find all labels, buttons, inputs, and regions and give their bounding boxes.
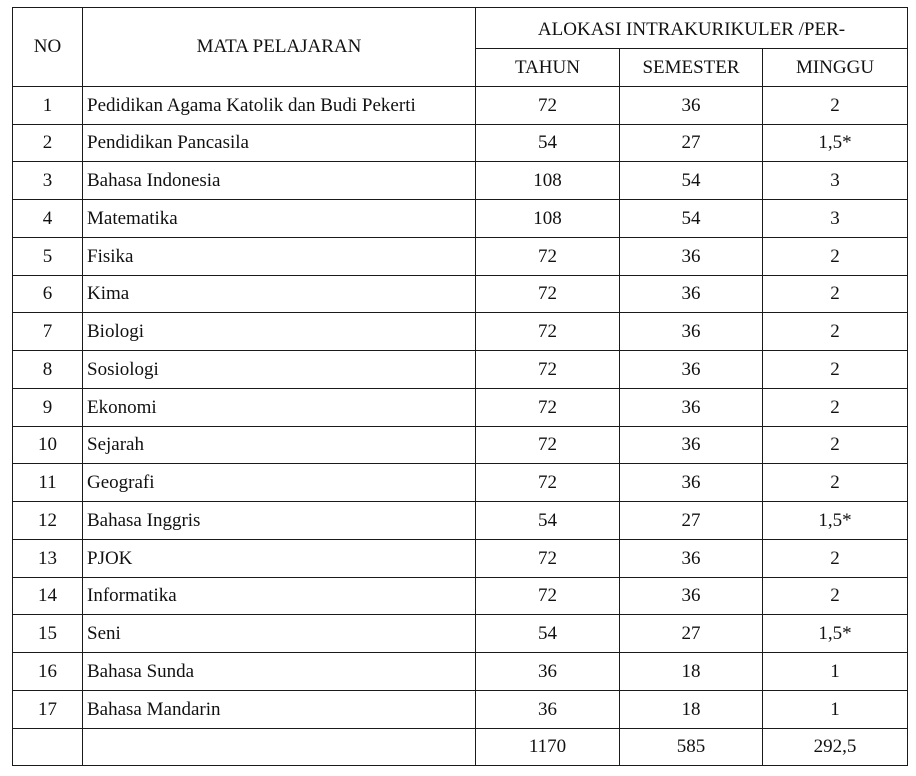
table-row (13, 351, 908, 389)
cell-no: 12 (13, 502, 83, 540)
table-row (13, 502, 908, 540)
cell-no: 5 (13, 237, 83, 275)
cell-semester: 36 (620, 388, 763, 426)
cell-no: 4 (13, 200, 83, 238)
cell-semester: 18 (620, 690, 763, 728)
cell-no: 15 (13, 615, 83, 653)
cell-no: 10 (13, 426, 83, 464)
cell-week: 3 (763, 200, 908, 238)
cell-subject: Bahasa Mandarin (83, 690, 476, 728)
cell-year: 54 (476, 615, 620, 653)
header-week: MINGGU (763, 49, 908, 87)
cell-semester: 36 (620, 426, 763, 464)
table-row (13, 86, 908, 124)
cell-no: 3 (13, 162, 83, 200)
cell-semester: 27 (620, 615, 763, 653)
cell-year: 72 (476, 237, 620, 275)
header-allocation: ALOKASI INTRAKURIKULER /PER- (476, 8, 908, 49)
cell-semester: 36 (620, 237, 763, 275)
cell-week: 2 (763, 577, 908, 615)
table-body (13, 86, 908, 728)
cell-subject: Seni (83, 615, 476, 653)
cell-year: 72 (476, 539, 620, 577)
cell-subject: Kima (83, 275, 476, 313)
cell-year: 72 (476, 86, 620, 124)
cell-year: 72 (476, 351, 620, 389)
cell-semester: 27 (620, 124, 763, 162)
cell-subject: Pedidikan Agama Katolik dan Budi Pekerti (83, 86, 476, 124)
table-row (13, 388, 908, 426)
cell-semester: 36 (620, 464, 763, 502)
cell-subject: Geografi (83, 464, 476, 502)
cell-week: 3 (763, 162, 908, 200)
header-year: TAHUN (476, 49, 620, 87)
table-header (13, 8, 908, 87)
header-subject: MATA PELAJARAN (83, 8, 476, 87)
header-semester: SEMESTER (620, 49, 763, 87)
cell-year: 72 (476, 426, 620, 464)
cell-semester: 36 (620, 577, 763, 615)
cell-year: 72 (476, 388, 620, 426)
cell-year: 36 (476, 690, 620, 728)
table-row (13, 200, 908, 238)
cell-week: 1,5* (763, 615, 908, 653)
table-row (13, 615, 908, 653)
cell-subject: Sejarah (83, 426, 476, 464)
table-row (13, 275, 908, 313)
cell-week: 1 (763, 653, 908, 691)
table-row (13, 426, 908, 464)
cell-year: 54 (476, 502, 620, 540)
cell-subject: Pendidikan Pancasila (83, 124, 476, 162)
table-row (13, 577, 908, 615)
cell-no: 6 (13, 275, 83, 313)
cell-semester: 18 (620, 653, 763, 691)
cell-semester: 54 (620, 162, 763, 200)
total-no-cell (13, 728, 83, 766)
cell-semester: 27 (620, 502, 763, 540)
cell-no: 2 (13, 124, 83, 162)
cell-subject: Bahasa Indonesia (83, 162, 476, 200)
allocation-table (12, 7, 908, 766)
cell-semester: 36 (620, 86, 763, 124)
cell-year: 108 (476, 162, 620, 200)
cell-week: 2 (763, 313, 908, 351)
cell-year: 54 (476, 124, 620, 162)
cell-subject: Informatika (83, 577, 476, 615)
total-year: 1170 (476, 728, 620, 766)
cell-semester: 36 (620, 313, 763, 351)
cell-week: 2 (763, 539, 908, 577)
cell-subject: Biologi (83, 313, 476, 351)
cell-semester: 54 (620, 200, 763, 238)
cell-no: 11 (13, 464, 83, 502)
total-semester: 585 (620, 728, 763, 766)
cell-subject: Sosiologi (83, 351, 476, 389)
cell-no: 1 (13, 86, 83, 124)
cell-semester: 36 (620, 539, 763, 577)
cell-week: 2 (763, 464, 908, 502)
table-row (13, 237, 908, 275)
table-row (13, 464, 908, 502)
total-week: 292,5 (763, 728, 908, 766)
cell-week: 2 (763, 86, 908, 124)
cell-subject: Ekonomi (83, 388, 476, 426)
table-row (13, 539, 908, 577)
cell-semester: 36 (620, 351, 763, 389)
table-row (13, 690, 908, 728)
cell-subject: Matematika (83, 200, 476, 238)
cell-year: 72 (476, 577, 620, 615)
cell-week: 1 (763, 690, 908, 728)
table-row (13, 313, 908, 351)
cell-no: 7 (13, 313, 83, 351)
header-no: NO (13, 8, 83, 87)
table-footer (13, 728, 908, 766)
total-row (13, 728, 908, 766)
cell-semester: 36 (620, 275, 763, 313)
cell-subject: Fisika (83, 237, 476, 275)
cell-year: 72 (476, 464, 620, 502)
cell-week: 2 (763, 275, 908, 313)
table-row (13, 124, 908, 162)
cell-no: 9 (13, 388, 83, 426)
cell-no: 8 (13, 351, 83, 389)
cell-year: 72 (476, 313, 620, 351)
cell-week: 2 (763, 351, 908, 389)
cell-year: 36 (476, 653, 620, 691)
header-row-top (13, 8, 908, 49)
cell-week: 2 (763, 237, 908, 275)
cell-no: 17 (13, 690, 83, 728)
cell-week: 2 (763, 426, 908, 464)
table-row (13, 162, 908, 200)
cell-year: 108 (476, 200, 620, 238)
cell-week: 1,5* (763, 124, 908, 162)
cell-week: 2 (763, 388, 908, 426)
cell-year: 72 (476, 275, 620, 313)
cell-no: 13 (13, 539, 83, 577)
table-row (13, 653, 908, 691)
cell-no: 16 (13, 653, 83, 691)
cell-subject: Bahasa Sunda (83, 653, 476, 691)
total-subject-cell (83, 728, 476, 766)
cell-subject: Bahasa Inggris (83, 502, 476, 540)
cell-no: 14 (13, 577, 83, 615)
cell-week: 1,5* (763, 502, 908, 540)
cell-subject: PJOK (83, 539, 476, 577)
